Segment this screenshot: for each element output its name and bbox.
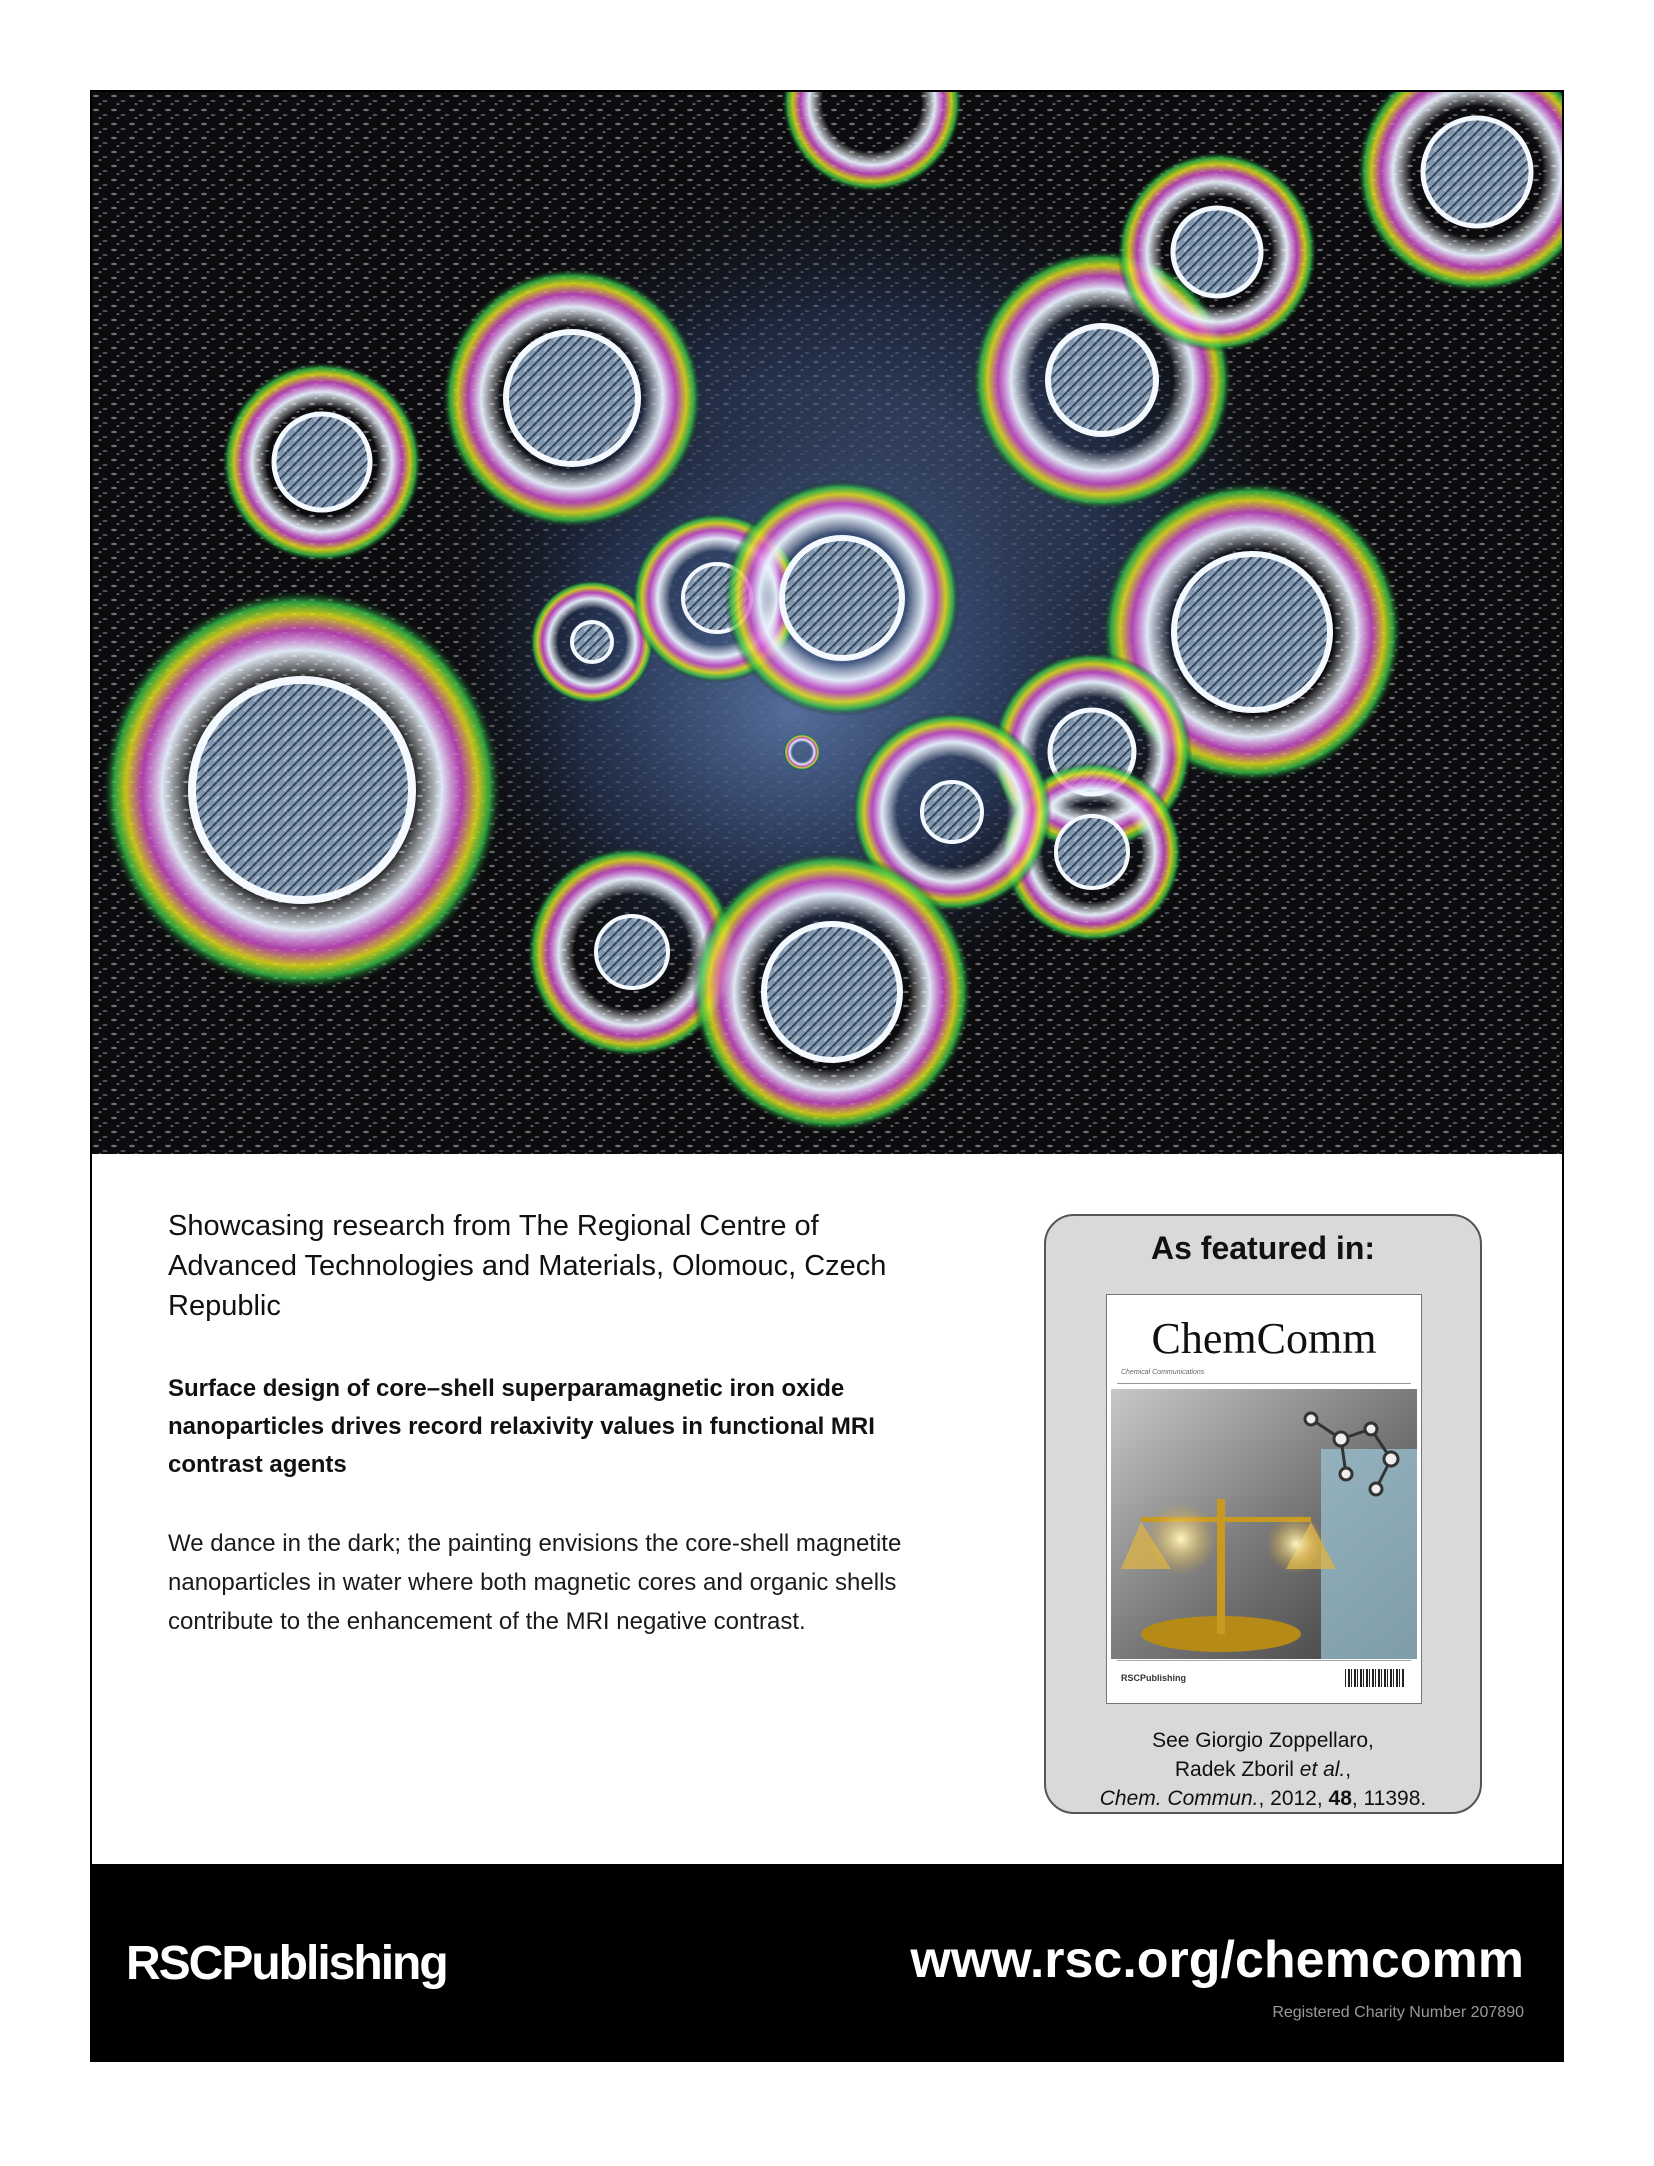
citation-reference[interactable] <box>1046 1784 1480 1813</box>
featured-heading: As featured in: <box>1150 1230 1376 1266</box>
citation <box>1046 1726 1480 1813</box>
advert-frame <box>90 90 1564 2062</box>
journal-cover[interactable] <box>1106 1294 1422 1704</box>
citation-journal: Chem. Commun. <box>1099 1787 1259 1810</box>
cover-publisher-logo: RSCPublishing <box>1121 1673 1186 1683</box>
citation-authors-cont: Radek Zboril et al., <box>1174 1758 1352 1781</box>
charity-number: Registered Charity Number 207890 <box>1272 2004 1524 2021</box>
article-title: Surface design of core–shell superparamagnetic iron oxide nanoparticles drives record relaxivity values in functional MRI contrast agents <box>168 1375 875 1478</box>
cover-divider <box>1117 1383 1411 1384</box>
nanoparticle-illustration <box>92 92 1562 1154</box>
citation-volume: 48 <box>1328 1787 1352 1810</box>
citation-author-name: Radek Zboril <box>1174 1758 1294 1781</box>
cover-footer <box>1117 1660 1411 1695</box>
journal-subtitle: Chemical Communications <box>1121 1369 1205 1376</box>
citation-pages: , 11398. <box>1351 1787 1427 1810</box>
rsc-publishing-logo[interactable]: RSCPublishing <box>126 1937 447 1990</box>
artwork-description: We dance in the dark; the painting envisions the core-shell magnetite nanoparticles in water where both magnetic cores and organic shells contribute to the enhancement of the MRI negative contrast. <box>168 1530 902 1635</box>
journal-title: ChemComm <box>1151 1314 1377 1363</box>
showcase-title: Showcasing research from The Regional Centre of Advanced Technologies and Materials, Olomouc, Czech Republic <box>168 1210 887 1322</box>
barcode-icon <box>1345 1669 1405 1687</box>
footer-bar <box>92 1864 1562 2060</box>
featured-in-box <box>1044 1214 1482 1814</box>
citation-year: , 2012, <box>1258 1787 1329 1810</box>
citation-authors: See Giorgio Zoppellaro, <box>1152 1729 1374 1752</box>
citation-etal: et al. <box>1299 1758 1346 1781</box>
cover-artwork <box>92 92 1562 1154</box>
cover-image <box>1111 1389 1417 1659</box>
journal-url-link[interactable]: www.rsc.org/chemcomm <box>910 1931 1524 1989</box>
